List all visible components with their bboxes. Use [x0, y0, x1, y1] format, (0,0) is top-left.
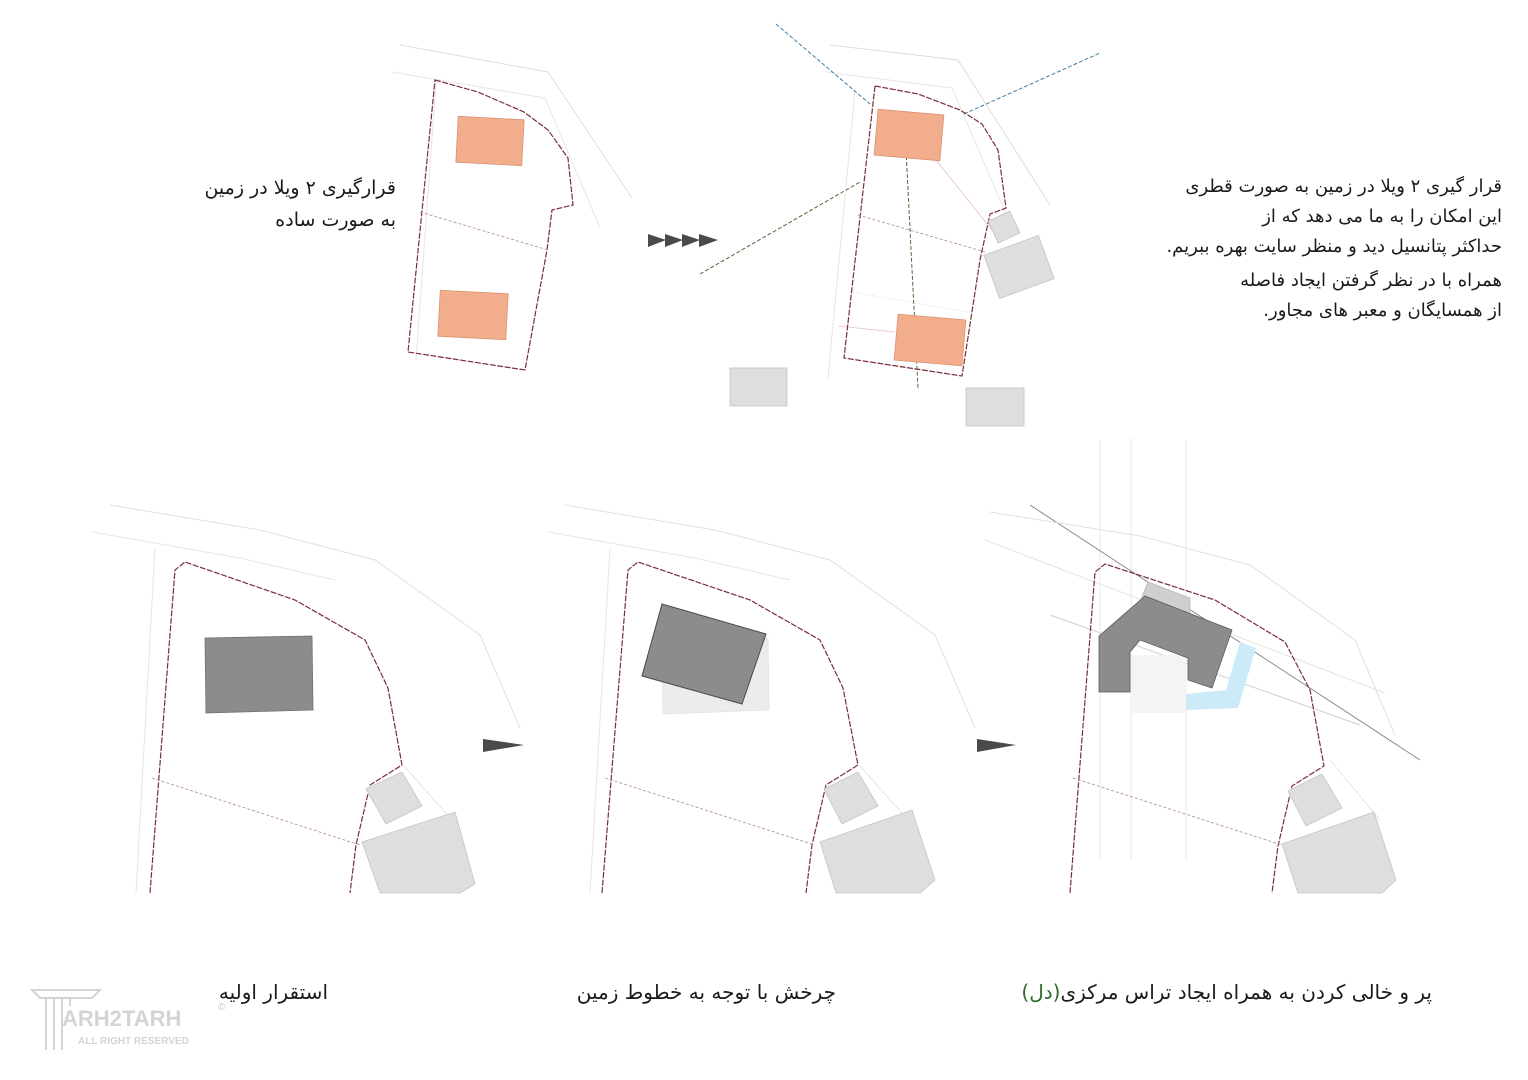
street-line [565, 505, 975, 728]
note-line: این امکان را به ما می دهد که از [1262, 206, 1502, 227]
arrow-icon [483, 739, 524, 752]
villa-block [874, 109, 944, 161]
caption-initial-placement: استقرار اولیه [218, 980, 328, 1004]
setback-line [858, 215, 985, 252]
column-icon [32, 990, 100, 998]
villa-block [894, 314, 966, 366]
street-line [828, 90, 855, 378]
caption-fill-void-text: پر و خالی کردن به همراه ایجاد تراس مرکزی [1060, 980, 1432, 1004]
view-axis [936, 160, 1000, 240]
setback-line [852, 292, 968, 312]
neighbor-building [1288, 774, 1342, 826]
villa-mass [642, 604, 766, 704]
panel-diagonal-placement [700, 24, 1100, 426]
panel-initial-placement [92, 505, 520, 893]
neighbor-building [1282, 812, 1396, 893]
neighbor-building [988, 211, 1020, 243]
setback-line [152, 778, 360, 845]
setback-line [605, 778, 815, 845]
caption-rotation: چرخش با توجه به خطوط زمین [576, 980, 836, 1004]
villa-block [456, 116, 524, 165]
panel-simple-placement [392, 45, 632, 370]
street-line [590, 548, 610, 893]
brand-logo-text: ARH2TARH [62, 1006, 182, 1031]
arrow-icon [682, 234, 700, 247]
view-axis [776, 24, 870, 104]
void-ghost [1132, 655, 1186, 713]
street-line [110, 505, 520, 728]
view-axis [838, 326, 895, 332]
brand-rights-text: ALL RIGHT RESERVED [78, 1036, 189, 1047]
arrow-icon [648, 234, 666, 247]
panel-fill-void [985, 438, 1420, 893]
street-line [136, 548, 155, 893]
note-line: از همسایگان و معبر های مجاور. [1263, 300, 1502, 321]
arrow-icon [699, 234, 718, 247]
street-line [92, 532, 335, 580]
panel-rotation [548, 505, 975, 893]
note-line: حداکثر پتانسیل دید و منظر سایت بهره ببریم. [1166, 236, 1502, 257]
view-axis [964, 53, 1100, 114]
villa-mass [205, 636, 313, 713]
setback-line [1073, 778, 1282, 845]
street-line [416, 82, 436, 360]
site-boundary [602, 562, 858, 893]
view-axis [700, 182, 860, 274]
arrow-icon [977, 739, 1016, 752]
arrow-sequence [648, 234, 718, 247]
neighbor-building [362, 812, 475, 893]
villa-block [438, 290, 508, 339]
note-line: قرارگیری ۲ ویلا در زمین [204, 177, 396, 199]
diagonal-placement-note [1166, 172, 1502, 326]
setback-line [420, 212, 548, 250]
neighbor-building [730, 368, 787, 406]
neighbor-building [984, 235, 1054, 298]
neighbor-building [366, 772, 422, 824]
simple-placement-note [204, 172, 396, 236]
note-line: همراه با در نظر گرفتن ایجاد فاصله [1240, 270, 1502, 291]
neighbor-building [824, 772, 878, 824]
caption-heart-highlight: (دل) [1021, 980, 1061, 1004]
note-line: به صورت ساده [275, 209, 396, 231]
street-line [1330, 760, 1380, 820]
caption-fill-void [1021, 980, 1432, 1004]
arrow-icon [665, 234, 683, 247]
copyright-mark: © [218, 1002, 226, 1013]
note-line: قرار گیری ۲ ویلا در زمین به صورت قطری [1185, 176, 1502, 197]
neighbor-building [966, 388, 1024, 426]
neighbor-building [820, 810, 935, 893]
